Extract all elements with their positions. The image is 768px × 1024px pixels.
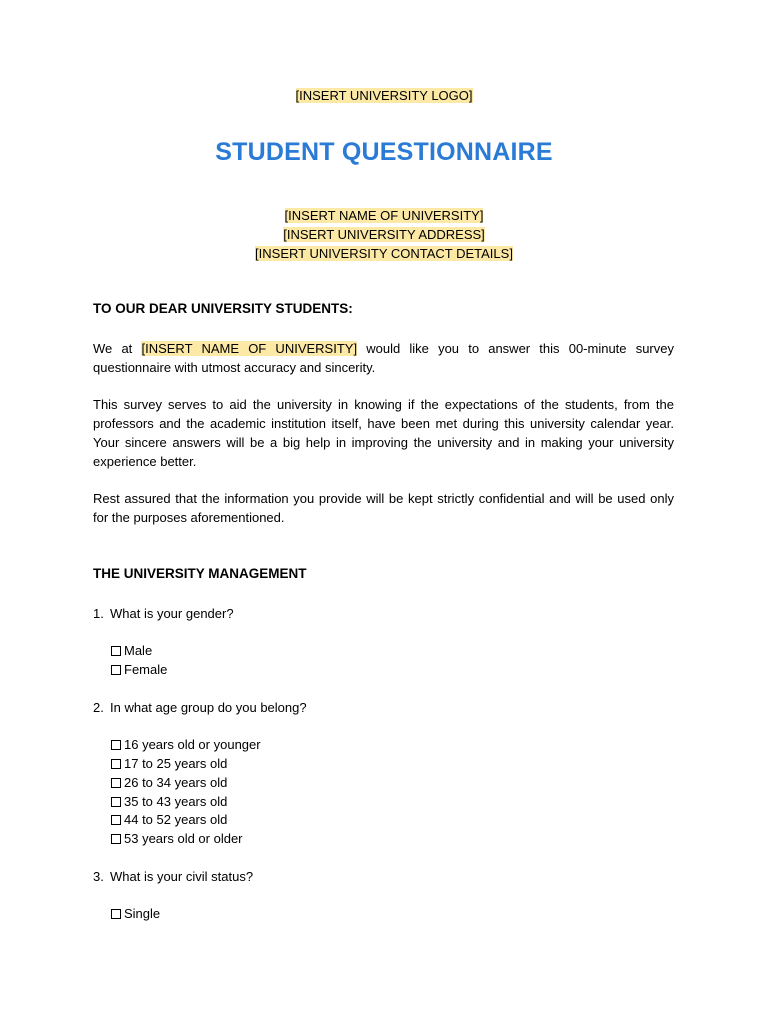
option-26-to-34[interactable]: [111, 773, 227, 792]
question-1: [93, 604, 234, 623]
option-label: 53 years old or older: [124, 831, 243, 846]
university-name-placeholder: [INSERT NAME OF UNIVERSITY]: [284, 208, 484, 223]
checkbox[interactable]: [111, 646, 121, 656]
option-label: 44 to 52 years old: [124, 812, 228, 827]
question-3: [93, 867, 253, 886]
university-contact-line: [0, 244, 768, 263]
greeting-heading: TO OUR DEAR UNIVERSITY STUDENTS:: [93, 301, 353, 316]
university-address-line: [0, 225, 768, 244]
option-male[interactable]: [111, 641, 152, 660]
option-16-or-younger[interactable]: [111, 735, 261, 754]
page-title: STUDENT QUESTIONNAIRE: [215, 138, 553, 166]
checkbox[interactable]: [111, 834, 121, 844]
option-female[interactable]: [111, 660, 167, 679]
checkbox[interactable]: [111, 740, 121, 750]
option-label: 17 to 25 years old: [124, 756, 228, 771]
intro-suffix: would like you to answer this 00-minute survey questionnaire with utmost accuracy and sincerity.: [93, 341, 674, 375]
question-text: What is your civil status?: [110, 869, 254, 884]
confidentiality-paragraph: Rest assured that the information you provide will be kept strictly confidential and will be used only for the purposes aforementioned.: [93, 491, 674, 525]
intro-university-placeholder: [INSERT NAME OF UNIVERSITY]: [141, 341, 358, 356]
option-label: Female: [124, 662, 168, 677]
option-label: 26 to 34 years old: [124, 775, 228, 790]
university-name-line: [0, 206, 768, 225]
question-text: In what age group do you belong?: [110, 700, 307, 715]
logo-placeholder: [INSERT UNIVERSITY LOGO]: [295, 88, 473, 103]
option-44-to-52[interactable]: [111, 810, 227, 829]
question-number: 2.: [93, 700, 104, 715]
option-35-to-43[interactable]: [111, 792, 227, 811]
option-17-to-25[interactable]: [111, 754, 227, 773]
university-contact-placeholder: [INSERT UNIVERSITY CONTACT DETAILS]: [255, 246, 513, 261]
checkbox[interactable]: [111, 797, 121, 807]
checkbox[interactable]: [111, 909, 121, 919]
option-label: Male: [124, 643, 153, 658]
checkbox[interactable]: [111, 759, 121, 769]
question-number: 3.: [93, 869, 104, 884]
question-2: [93, 698, 307, 717]
purpose-paragraph: This survey serves to aid the university in knowing if the expectations of the students, from the professors and the academic institution itself, have been met during this university calendar year. Your sincere answers will be a big help in improving the university and in making your university experience better.: [93, 397, 674, 469]
logo-placeholder-line: [0, 86, 768, 105]
intro-paragraph: [93, 339, 674, 377]
signature-heading: THE UNIVERSITY MANAGEMENT: [93, 566, 307, 581]
question-text: What is your gender?: [110, 606, 234, 621]
checkbox[interactable]: [111, 778, 121, 788]
university-address-placeholder: [INSERT UNIVERSITY ADDRESS]: [283, 227, 485, 242]
intro-prefix: We at: [93, 341, 142, 356]
option-single[interactable]: [111, 904, 160, 923]
checkbox[interactable]: [111, 665, 121, 675]
option-label: Single: [124, 906, 161, 921]
checkbox[interactable]: [111, 815, 121, 825]
option-label: 16 years old or younger: [124, 737, 261, 752]
option-label: 35 to 43 years old: [124, 794, 228, 809]
question-number: 1.: [93, 606, 104, 621]
option-53-or-older[interactable]: [111, 829, 243, 848]
